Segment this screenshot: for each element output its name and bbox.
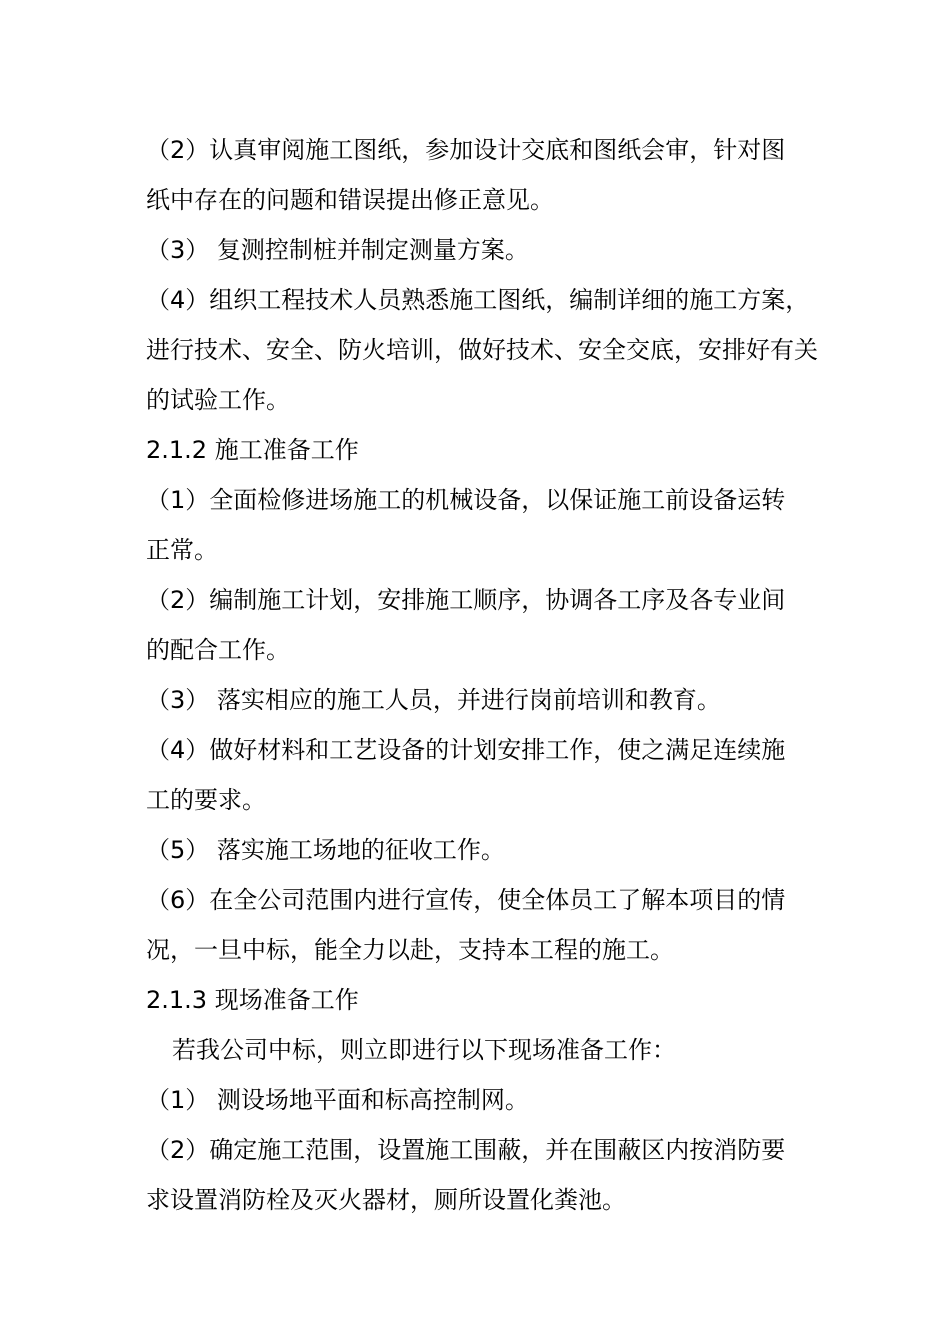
text-line: 的试验工作。 <box>146 386 290 414</box>
text-line: （1）全面检修进场施工的机械设备，以保证施工前设备运转 <box>146 486 786 514</box>
text-line: （4）做好材料和工艺设备的计划安排工作，使之满足连续施 <box>146 736 786 764</box>
text-line: （3） 落实相应的施工人员，并进行岗前培训和教育。 <box>146 686 721 714</box>
text-line: （5） 落实施工场地的征收工作。 <box>146 836 505 864</box>
text-line: 纸中存在的问题和错误提出修正意见。 <box>146 186 554 214</box>
text-line: 进行技术、安全、防火培训，做好技术、安全交底，安排好有关 <box>146 336 818 364</box>
section-heading: 2.1.2 施工准备工作 <box>146 436 359 464</box>
text-line: 求设置消防栓及灭火器材，厕所设置化粪池。 <box>146 1186 626 1214</box>
text-line: 的配合工作。 <box>146 636 290 664</box>
text-line: 若我公司中标，则立即进行以下现场准备工作： <box>172 1036 676 1064</box>
section-heading: 2.1.3 现场准备工作 <box>146 986 359 1014</box>
text-line: 况，一旦中标，能全力以赴，支持本工程的施工。 <box>146 936 674 964</box>
text-line: （3） 复测控制桩并制定测量方案。 <box>146 236 529 264</box>
text-line: （4）组织工程技术人员熟悉施工图纸，编制详细的施工方案， <box>146 286 810 314</box>
text-line: （1） 测设场地平面和标高控制网。 <box>146 1086 529 1114</box>
text-line: （2）认真审阅施工图纸，参加设计交底和图纸会审，针对图 <box>146 136 786 164</box>
text-line: （6）在全公司范围内进行宣传，使全体员工了解本项目的情 <box>146 886 786 914</box>
text-line: 正常。 <box>146 536 218 564</box>
text-line: 工的要求。 <box>146 786 266 814</box>
text-line: （2）确定施工范围，设置施工围蔽，并在围蔽区内按消防要 <box>146 1136 786 1164</box>
text-line: （2）编制施工计划，安排施工顺序，协调各工序及各专业间 <box>146 586 786 614</box>
